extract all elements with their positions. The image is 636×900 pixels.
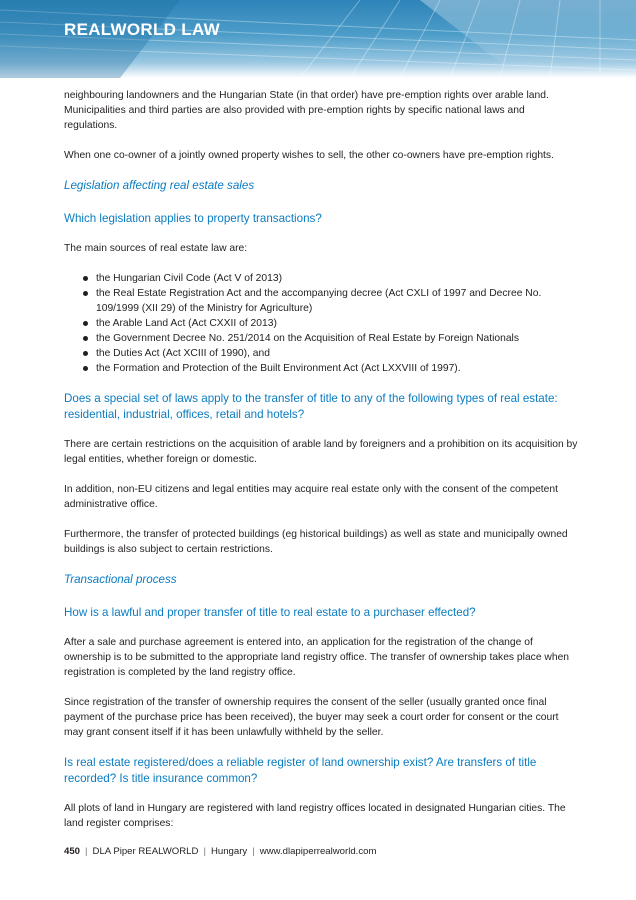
question-heading: Does a special set of laws apply to the transfer of title to any of the following types of real estate: residential, industrial, offices, retail and hotels?	[64, 392, 558, 421]
page-footer	[64, 846, 376, 857]
country-name: Hungary	[210, 846, 248, 857]
footer-separator: |	[252, 846, 255, 857]
list-item: the Hungarian Civil Code (Act V of 2013)	[64, 271, 578, 286]
body-paragraph: Since registration of the transfer of ownership requires the consent of the seller (usually granted once final payment of the purchase price has been received), the buyer may seek a court order for consent or the court may grant consent itself if it has been unlawfully withheld by the seller.	[64, 697, 559, 738]
section-heading: Transactional process	[64, 573, 177, 586]
page-header-banner	[0, 0, 636, 78]
body-paragraph: Furthermore, the transfer of protected buildings (eg historical buildings) as well as state and municipally owned buildings is also subject to certain restrictions.	[64, 529, 568, 555]
question-heading: How is a lawful and proper transfer of title to real estate to a purchaser effected?	[64, 606, 476, 619]
bullet-icon	[83, 366, 88, 371]
document-body	[64, 88, 578, 846]
intro-paragraph: neighbouring landowners and the Hungarian State (in that order) have pre-emption rights over arable land. Municipalities and third parties are also provided with pre-emption rights by specific national laws and regulations.	[64, 90, 549, 131]
question-heading: Which legislation applies to property transactions?	[64, 212, 322, 225]
bullet-icon	[83, 336, 88, 341]
question-heading: Is real estate registered/does a reliable register of land ownership exist? Are transfers of title recorded? Is title insurance common?	[64, 756, 537, 785]
list-item: the Formation and Protection of the Built Environment Act (Act LXXVIII of 1997).	[64, 361, 578, 376]
body-paragraph: The main sources of real estate law are:	[64, 243, 248, 254]
bullet-icon	[83, 291, 88, 296]
bullet-icon	[83, 276, 88, 281]
bullet-icon	[83, 321, 88, 326]
legislation-list	[64, 271, 578, 376]
list-item: the Government Decree No. 251/2014 on the Acquisition of Real Estate by Foreign Nationals	[64, 331, 578, 346]
body-paragraph: After a sale and purchase agreement is entered into, an application for the registration of the change of ownership is to be submitted to the appropriate land registry office. The transfer of ownership takes place when registration is completed by the land registry office.	[64, 637, 570, 678]
publication-name: DLA Piper REALWORLD	[92, 846, 199, 857]
body-paragraph: All plots of land in Hungary are registered with land registry offices located in designated Hungarian cities. The land register comprises:	[64, 803, 566, 829]
footer-separator: |	[85, 846, 88, 857]
bullet-icon	[83, 351, 88, 356]
list-item: the Arable Land Act (Act CXXII of 2013)	[64, 316, 578, 331]
footer-separator: |	[203, 846, 206, 857]
intro-paragraph: When one co-owner of a jointly owned property wishes to sell, the other co-owners have pre-emption rights.	[64, 150, 554, 161]
body-paragraph: There are certain restrictions on the acquisition of arable land by foreigners and a prohibition on its acquisition by legal entities, whether foreign or domestic.	[64, 439, 578, 465]
website-link[interactable]: www.dlapiperrealworld.com	[259, 846, 377, 857]
page-number: 450	[64, 846, 81, 857]
brand-title: REALWORLD LAW	[64, 20, 220, 39]
list-item: the Duties Act (Act XCIII of 1990), and	[64, 346, 578, 361]
body-paragraph: In addition, non-EU citizens and legal entities may acquire real estate only with the consent of the competent administrative office.	[64, 484, 558, 510]
section-heading: Legislation affecting real estate sales	[64, 179, 255, 192]
list-item: the Real Estate Registration Act and the accompanying decree (Act CXLI of 1997 and Decree No. 109/1999 (XII 29) of the Ministry for Agriculture)	[64, 286, 578, 316]
